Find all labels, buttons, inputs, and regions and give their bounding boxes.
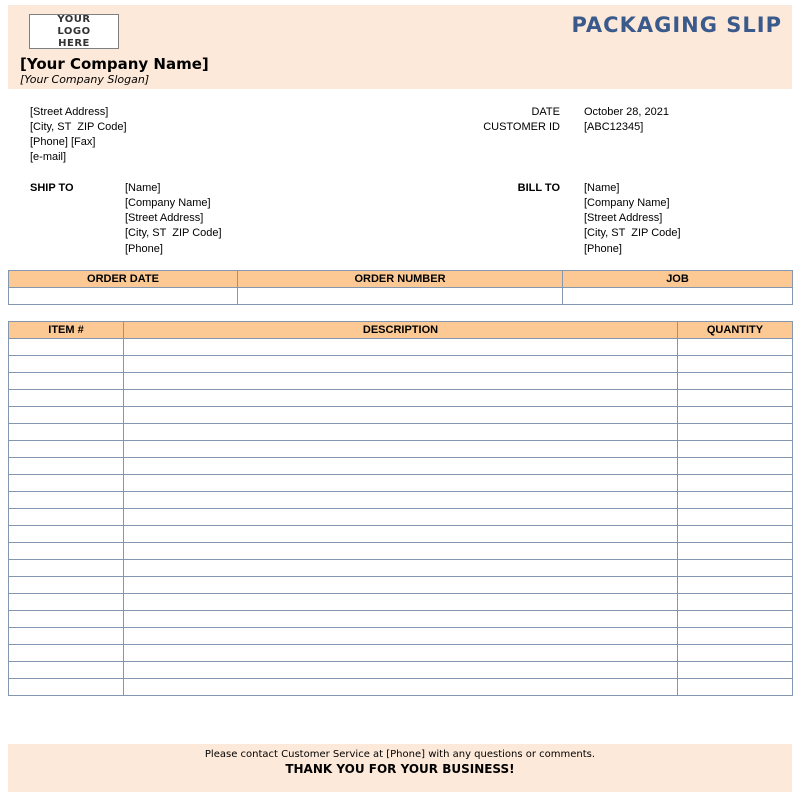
item-number-cell[interactable] [9, 492, 124, 509]
logo-placeholder [29, 14, 119, 49]
footer-thank-you: THANK YOU FOR YOUR BUSINESS! [285, 762, 515, 776]
description-cell[interactable] [124, 492, 678, 509]
item-row [9, 645, 793, 662]
item-row [9, 356, 793, 373]
quantity-cell[interactable] [678, 526, 793, 543]
item-row [9, 560, 793, 577]
items-table [8, 321, 793, 696]
description-cell[interactable] [124, 339, 678, 356]
quantity-cell[interactable] [678, 458, 793, 475]
description-header: DESCRIPTION [124, 322, 678, 339]
item-number-cell[interactable] [9, 509, 124, 526]
ship-to-label: SHIP TO [30, 182, 74, 194]
date-value: October 28, 2021 [584, 106, 670, 118]
item-row [9, 679, 793, 696]
item-row [9, 441, 793, 458]
description-cell[interactable] [124, 611, 678, 628]
quantity-cell[interactable] [678, 339, 793, 356]
footer-band [8, 744, 792, 792]
item-row [9, 577, 793, 594]
item-row [9, 424, 793, 441]
order-number-header: ORDER NUMBER [238, 271, 563, 288]
header-band [8, 5, 792, 89]
quantity-cell[interactable] [678, 645, 793, 662]
description-cell[interactable] [124, 662, 678, 679]
description-cell[interactable] [124, 424, 678, 441]
date-label: DATE [531, 106, 560, 118]
item-number-cell[interactable] [9, 679, 124, 696]
item-row [9, 339, 793, 356]
quantity-cell[interactable] [678, 543, 793, 560]
item-row [9, 543, 793, 560]
sender-phone-fax: [Phone] [Fax] [30, 136, 96, 148]
document-title: PACKAGING SLIP [571, 13, 782, 37]
quantity-cell[interactable] [678, 560, 793, 577]
item-row [9, 611, 793, 628]
quantity-cell[interactable] [678, 492, 793, 509]
bill-to-label: BILL TO [517, 182, 560, 194]
quantity-cell[interactable] [678, 407, 793, 424]
quantity-cell[interactable] [678, 679, 793, 696]
quantity-cell[interactable] [678, 594, 793, 611]
item-row [9, 662, 793, 679]
description-cell[interactable] [124, 526, 678, 543]
quantity-cell[interactable] [678, 577, 793, 594]
ship-to-street: [Street Address] [125, 212, 204, 224]
quantity-cell[interactable] [678, 356, 793, 373]
item-number-cell[interactable] [9, 543, 124, 560]
description-cell[interactable] [124, 390, 678, 407]
company-name: [Your Company Name] [20, 55, 209, 73]
order-date-header: ORDER DATE [9, 271, 238, 288]
quantity-cell[interactable] [678, 628, 793, 645]
order-table [8, 270, 793, 305]
description-cell[interactable] [124, 577, 678, 594]
item-number-cell[interactable] [9, 526, 124, 543]
description-cell[interactable] [124, 628, 678, 645]
customer-id-value: [ABC12345] [584, 121, 644, 133]
footer-contact-note: Please contact Customer Service at [Phone] with any questions or comments. [204, 749, 596, 760]
item-number-cell[interactable] [9, 628, 124, 645]
order-date-cell[interactable] [9, 288, 238, 305]
description-cell[interactable] [124, 594, 678, 611]
item-row [9, 594, 793, 611]
bill-to-city: [City, ST ZIP Code] [584, 227, 681, 239]
quantity-cell[interactable] [678, 662, 793, 679]
description-cell[interactable] [124, 441, 678, 458]
bill-to-name: [Name] [584, 182, 620, 194]
description-cell[interactable] [124, 356, 678, 373]
company-slogan: [Your Company Slogan] [20, 73, 150, 86]
quantity-cell[interactable] [678, 390, 793, 407]
ship-to-company: [Company Name] [125, 197, 211, 209]
ship-to-city: [City, ST ZIP Code] [125, 227, 222, 239]
description-cell[interactable] [124, 509, 678, 526]
item-number-cell[interactable] [9, 373, 124, 390]
sender-email: [e-mail] [30, 151, 67, 163]
sender-city: [City, ST ZIP Code] [30, 121, 127, 133]
item-number-cell[interactable] [9, 339, 124, 356]
description-cell[interactable] [124, 543, 678, 560]
item-row [9, 509, 793, 526]
description-cell[interactable] [124, 645, 678, 662]
item-number-cell[interactable] [9, 424, 124, 441]
description-cell[interactable] [124, 679, 678, 696]
description-cell[interactable] [124, 407, 678, 424]
item-number-cell[interactable] [9, 645, 124, 662]
customer-id-label: CUSTOMER ID [483, 121, 560, 133]
description-cell[interactable] [124, 458, 678, 475]
item-number-cell[interactable] [9, 390, 124, 407]
quantity-header: QUANTITY [678, 322, 793, 339]
bill-to-company: [Company Name] [584, 197, 670, 209]
bill-to-street: [Street Address] [584, 212, 663, 224]
item-number-cell[interactable] [9, 577, 124, 594]
item-number-cell[interactable] [9, 594, 124, 611]
item-row [9, 526, 793, 543]
quantity-cell[interactable] [678, 441, 793, 458]
quantity-cell[interactable] [678, 475, 793, 492]
quantity-cell[interactable] [678, 424, 793, 441]
item-number-cell[interactable] [9, 407, 124, 424]
item-number-cell[interactable] [9, 475, 124, 492]
item-number-cell[interactable] [9, 560, 124, 577]
item-row [9, 458, 793, 475]
job-header: JOB [563, 271, 793, 288]
job-cell[interactable] [563, 288, 793, 305]
item-number-header: ITEM # [9, 322, 124, 339]
item-row [9, 628, 793, 645]
item-number-cell[interactable] [9, 356, 124, 373]
item-row [9, 492, 793, 509]
item-number-cell[interactable] [9, 611, 124, 628]
item-row [9, 390, 793, 407]
item-row [9, 407, 793, 424]
bill-to-phone: [Phone] [584, 243, 622, 255]
item-number-cell[interactable] [9, 662, 124, 679]
quantity-cell[interactable] [678, 509, 793, 526]
description-cell[interactable] [124, 475, 678, 492]
item-number-cell[interactable] [9, 441, 124, 458]
quantity-cell[interactable] [678, 373, 793, 390]
description-cell[interactable] [124, 373, 678, 390]
description-cell[interactable] [124, 560, 678, 577]
sender-street: [Street Address] [30, 106, 109, 118]
quantity-cell[interactable] [678, 611, 793, 628]
logo-text: YOUR LOGO HERE [57, 13, 91, 49]
ship-to-phone: [Phone] [125, 243, 163, 255]
item-row [9, 475, 793, 492]
item-row [9, 373, 793, 390]
ship-to-name: [Name] [125, 182, 161, 194]
item-number-cell[interactable] [9, 458, 124, 475]
order-number-cell[interactable] [238, 288, 563, 305]
